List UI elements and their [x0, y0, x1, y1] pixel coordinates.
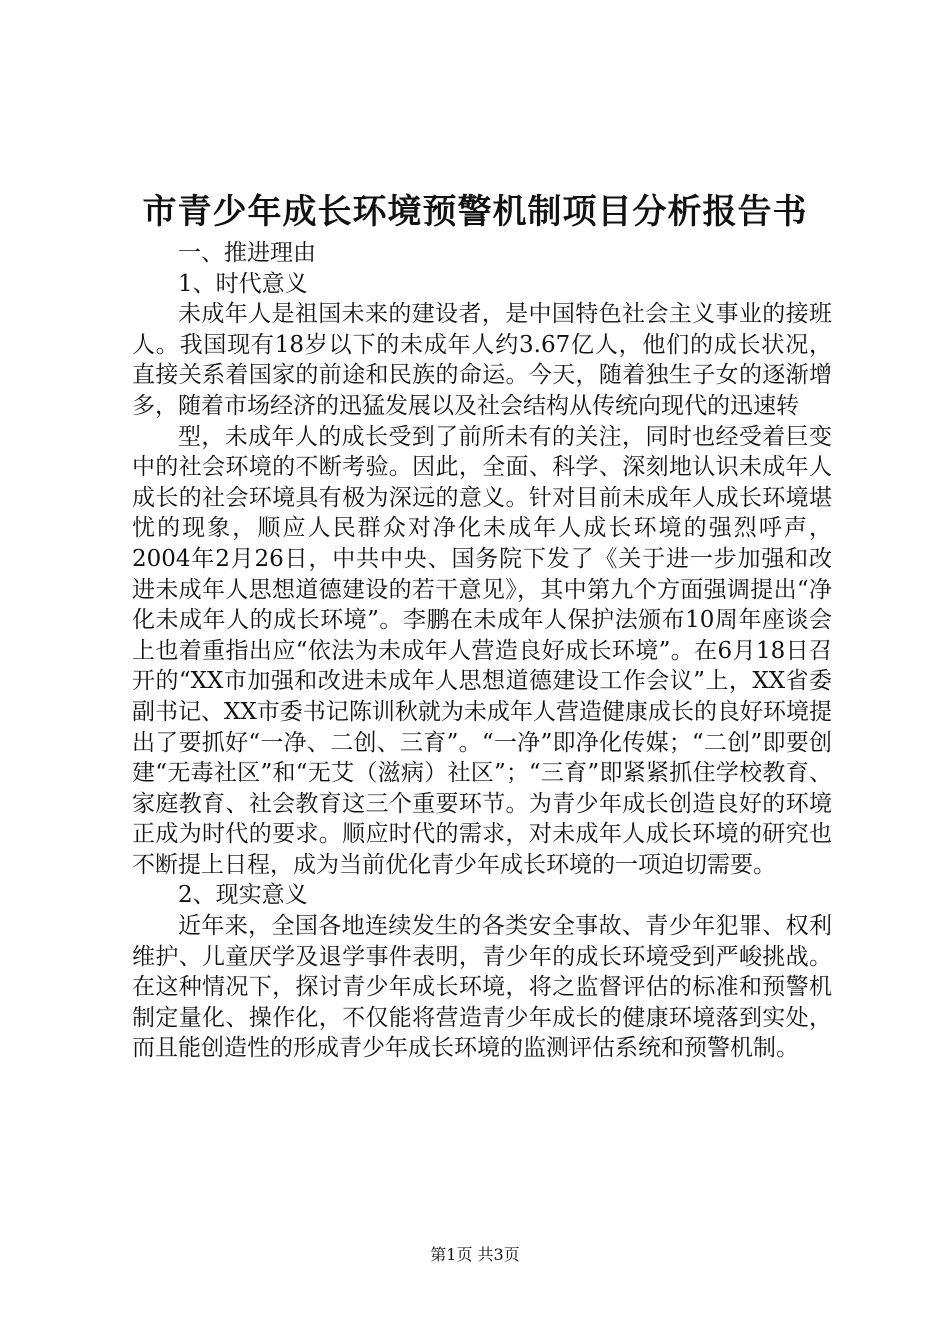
paragraph-era-significance-1: 未成年人是祖国未来的建设者，是中国特色社会主义事业的接班人。我国现有18岁以下的未成年人约3.67亿人，他们的成长状况，直接关系着国家的前途和民族的命运。今天，随着独生子女的逐渐增多，随着市场经济的迅猛发展以及社会结构从传统向现代的迅速转 [132, 301, 832, 419]
page-footer: 第1页 共3页 [430, 1245, 520, 1264]
subsection-heading-practical-significance: 2、现实意义 [178, 882, 308, 909]
document-title: 市青少年成长环境预警机制项目分析报告书 [142, 192, 808, 232]
paragraph-practical-significance-1: 近年来，全国各地连续发生的各类安全事故、青少年犯罪、权利维护、儿童厌学及退学事件表明，青少年的成长环境受到严峻挑战。在这种情况下，探讨青少年成长环境，将之监督评估的标准和预警机制定量化、操作化，不仅能将营造青少年成长的健康环境落到实处，而且能创造性的形成青少年成长环境的监测评估系统和预警机制。 [132, 913, 832, 1062]
subsection-heading-era-significance: 1、时代意义 [178, 270, 308, 297]
section-heading-reasons: 一、推进理由 [178, 240, 316, 266]
paragraph-era-significance-2: 型，未成年人的成长受到了前所未有的关注，同时也经受着巨变中的社会环境的不断考验。因此，全面、科学、深刻地认识未成年人成长的社会环境具有极为深远的意义。针对目前未成年人成长环境堪忧的现象，顺应人民群众对净化未成年人成长环境的强烈呼声，2004年2月26日，中共中央、国务院下发了《关于进一步加强和改进未成年人思想道德建设的若干意见》，其中第九个方面强调提出“净化未成年人的成长环境”。李鹏在未成年人保护法颁布10周年座谈会上也着重指出应“依法为未成年人营造良好成长环境”。在6月18日召开的“XX市加强和改进未成年人思想道德建设工作会议”上，XX省委副书记、XX市委书记陈训秋就为未成年人营造健康成长的良好环境提出了要抓好“一净、二创、三育”。“一净”即净化传媒；“二创”即要创建“无毒社区”和“无艾（滋病）社区”；“三育”即紧紧抓住学校教育、家庭教育、社会教育这三个重要环节。为青少年成长创造良好的环境正成为时代的要求。顺应时代的需求，对未成年人成长环境的研究也不断提上日程，成为当前优化青少年成长环境的一项迫切需要。 [132, 423, 832, 878]
document-body [132, 238, 832, 1064]
